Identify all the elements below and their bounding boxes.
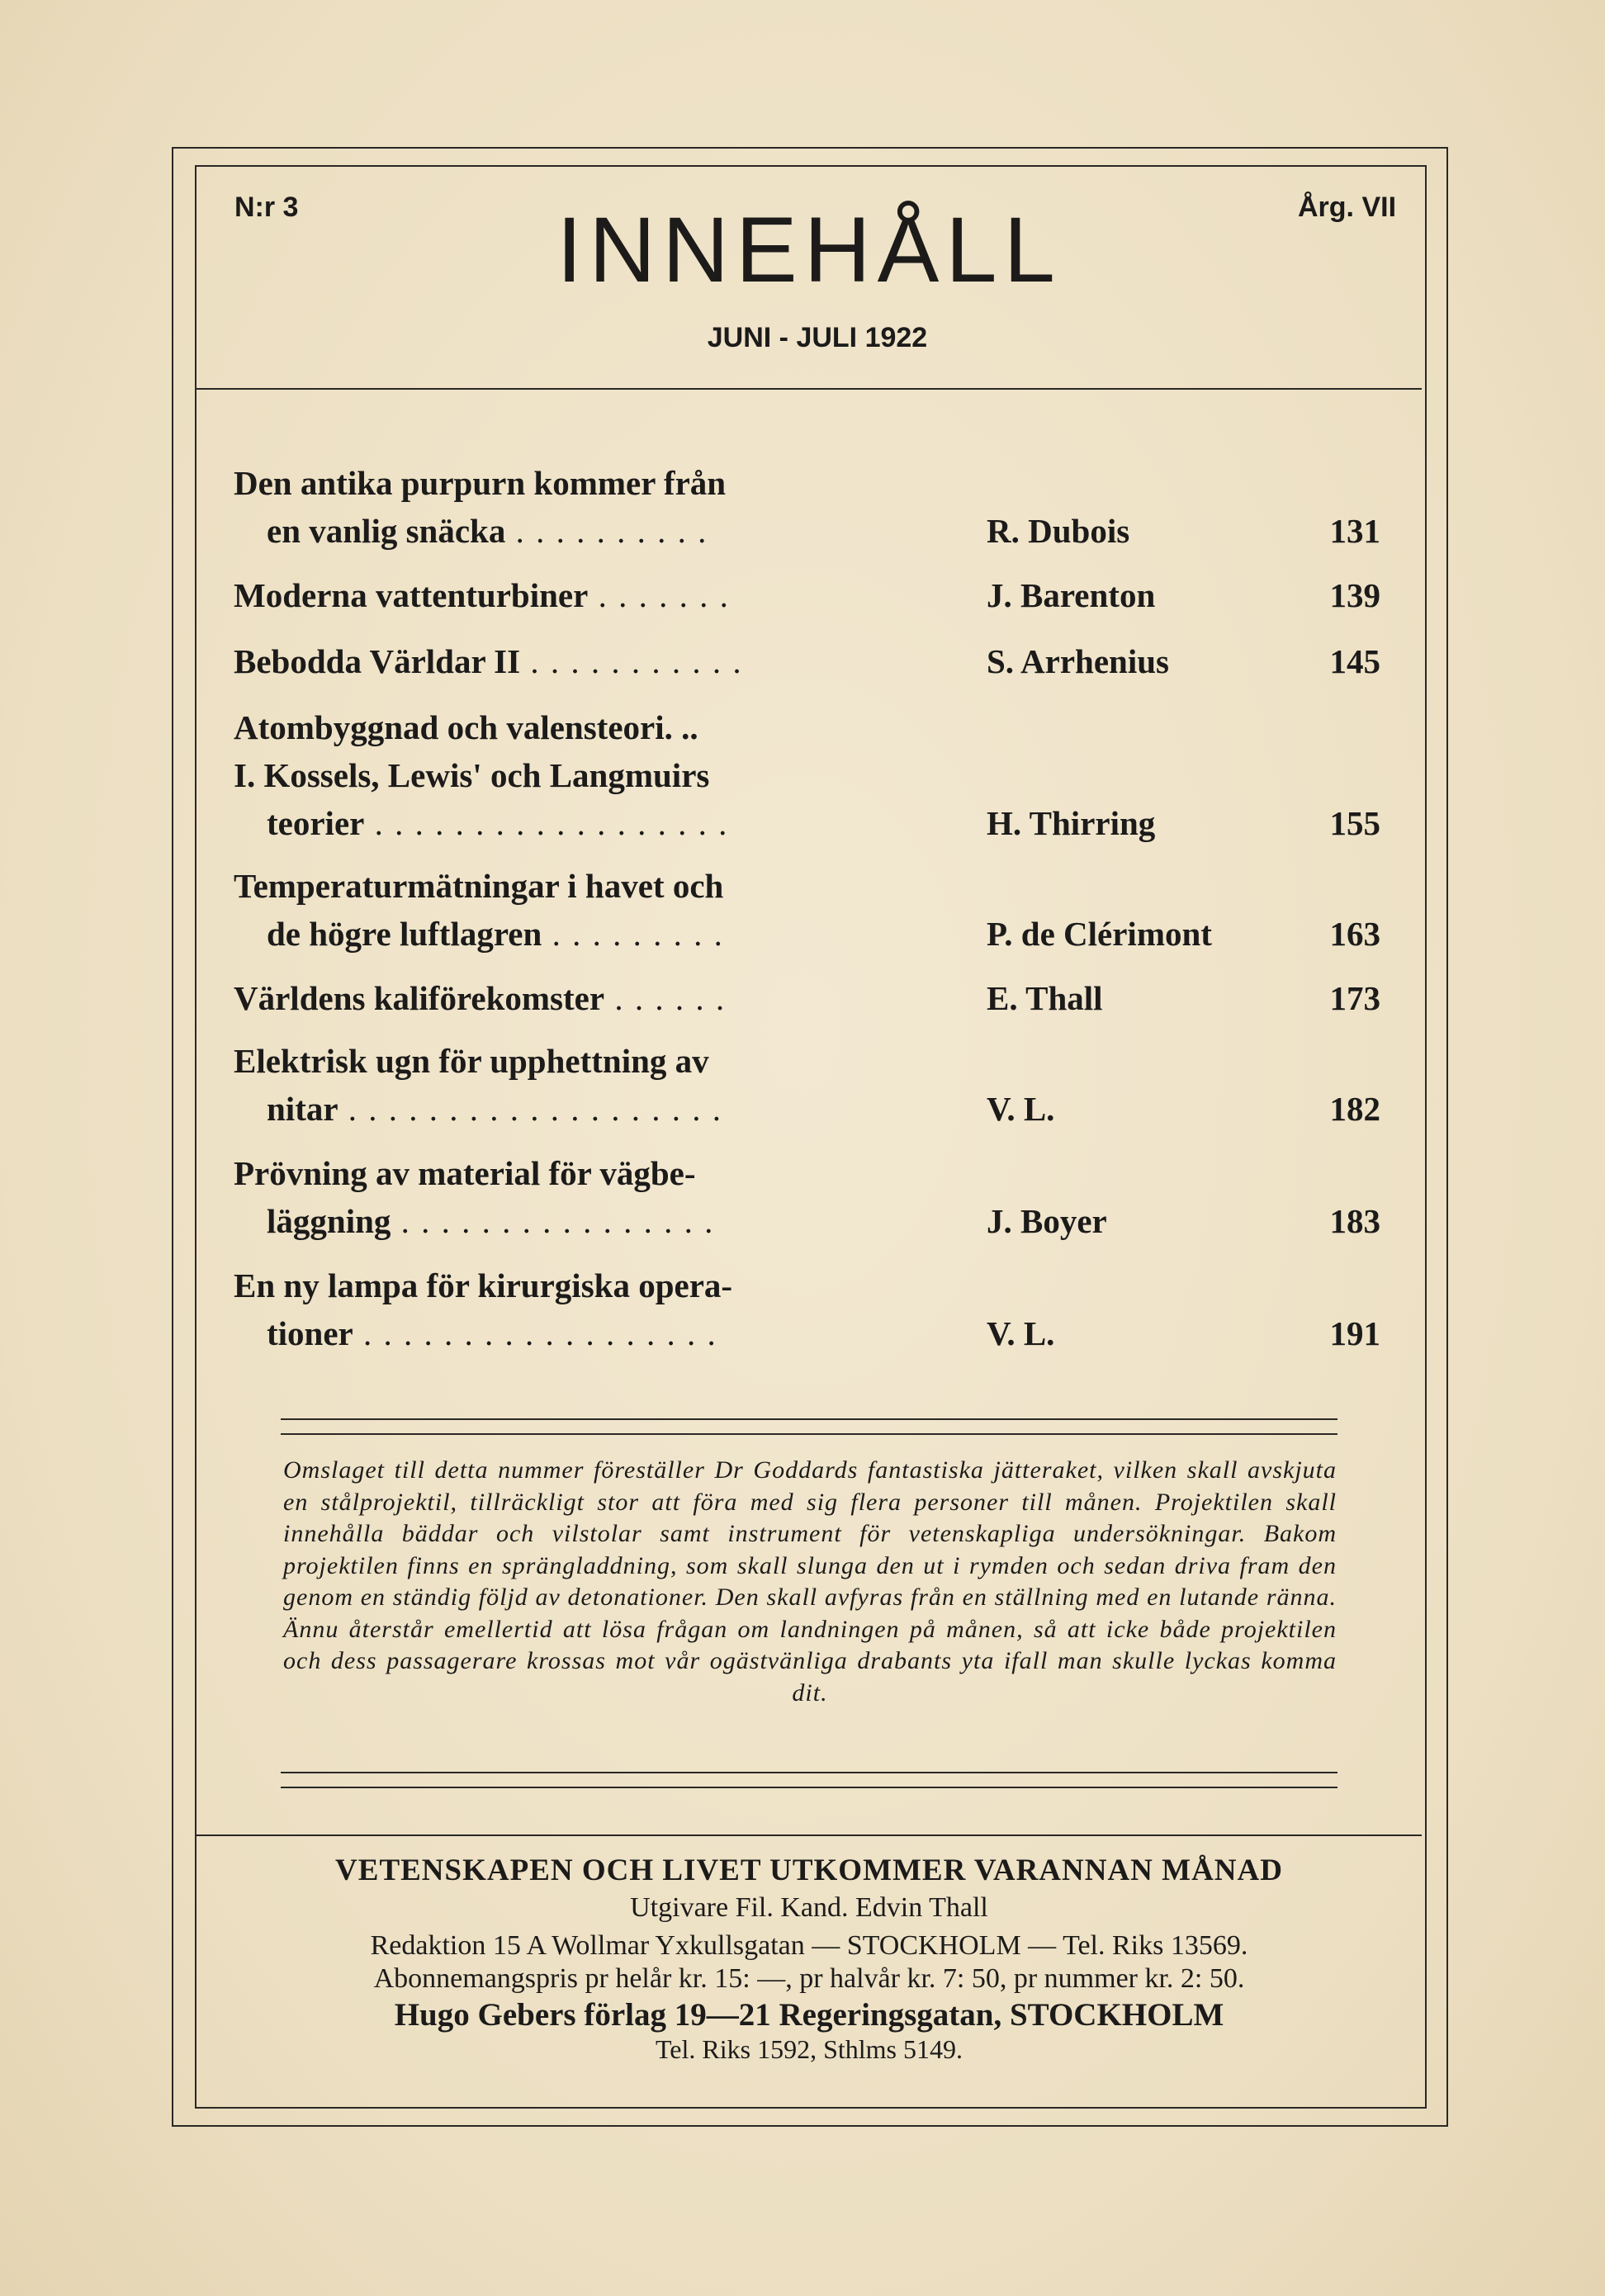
toc-entry-page: 191 — [1329, 1314, 1380, 1352]
toc-entry-title: Elektrisk ugn för upphettning av nitar . . . . . . . . . . . . . . . . . . . — [234, 1042, 723, 1128]
volume-label: Årg. VII — [1298, 192, 1397, 223]
note-rule-top-1 — [281, 1418, 1338, 1420]
publisher-line: Utgivare Fil. Kand. Edvin Thall — [630, 1892, 988, 1923]
toc-entry-author: J. Barenton — [987, 576, 1156, 614]
note-rule-bottom-1 — [281, 1772, 1338, 1773]
toc-entry-author: V. L. — [987, 1090, 1055, 1128]
toc-entry-author: J. Boyer — [987, 1202, 1107, 1240]
toc-entry-author: V. L. — [987, 1314, 1055, 1352]
toc-entry-author: P. de Clérimont — [987, 915, 1212, 953]
publisher-name: Hugo Gebers förlag 19—21 Regeringsgatan, STOCKHOLM — [394, 1997, 1224, 2033]
toc-entry-page: 173 — [1329, 979, 1380, 1017]
toc-entry-title: Bebodda Världar II . . . . . . . . . . . — [234, 642, 743, 680]
toc-entry-page: 145 — [1329, 642, 1380, 680]
toc-entry-title: Den antika purpurn kommer från en vanlig snäcka . . . . . . . . . . — [234, 464, 727, 550]
footer-divider — [196, 1834, 1422, 1836]
toc-entry-author: S. Arrhenius — [987, 642, 1169, 680]
toc-entry-author: E. Thall — [987, 979, 1103, 1017]
toc-entry-title: Temperaturmätningar i havet och de högre luftlagren . . . . . . . . . — [234, 867, 724, 953]
note-rule-bottom-2 — [281, 1787, 1338, 1788]
issue-number: N:r 3 — [234, 192, 299, 223]
toc-entry-page: 131 — [1329, 512, 1380, 550]
toc-entry-page: 163 — [1329, 915, 1380, 953]
cover-note: Omslaget till detta nummer föreställer Dr Goddards fantastiska jätteraket, vilken skall avskjuta en stålprojektil, tillräckligt stor att föra med sig flera personer till månen. Projektilen skall innehålla bäddar och vilstolar samt instrument för vetenskapliga undersökningar. Bakom projektilen finns en sprängladdning, som skall slunga den ut i rymden och sedan driva fram den genom en ständig följd av detonationer. Den skall avfyras från en ställning med en lutande ränna. Ännu återstår emellertid att lösa frågan om landningen på månen, så att icke både projektilen och dess passagerare krossas mot vår ogästvänliga drabants yta ifall man skulle lyckas komma dit. — [283, 1456, 1337, 1707]
issue-date: JUNI - JULI 1922 — [707, 322, 928, 353]
inner-frame — [195, 165, 1427, 2109]
editorial-address: Redaktion 15 A Wollmar Yxkullsgatan — STOCKHOLM — Tel. Riks 13569. — [370, 1930, 1248, 1961]
toc-entry-page: 182 — [1329, 1090, 1380, 1128]
toc-entry-page: 139 — [1329, 576, 1380, 614]
toc-entry-author: R. Dubois — [987, 512, 1130, 550]
toc-entry-title: Atombyggnad och valensteori. .. I. Kossels, Lewis' och Langmuirs teorier . . . . . . . . . . . . . . . . . . — [234, 708, 729, 842]
toc-entry-page: 183 — [1329, 1202, 1380, 1240]
toc-entry-page: 155 — [1329, 804, 1380, 842]
toc-entry-title: Prövning av material för vägbe- läggning . . . . . . . . . . . . . . . . — [234, 1154, 715, 1240]
toc-entry-title: Världens kaliförekomster . . . . . . — [234, 979, 727, 1017]
page-title: INNEHÅLL — [556, 198, 1062, 301]
publication-notice: VETENSKAPEN OCH LIVET UTKOMMER VARANNAN MÅNAD — [335, 1853, 1283, 1887]
toc-entry-author: H. Thirring — [987, 804, 1156, 842]
toc-entry-title: Moderna vattenturbiner . . . . . . . — [234, 576, 730, 614]
toc-entry-title: En ny lampa för kirurgiska opera- tioner . . . . . . . . . . . . . . . . . . — [234, 1266, 733, 1352]
header-divider — [196, 388, 1422, 390]
subscription-prices: Abonnemangspris pr helår kr. 15: —, pr halvår kr. 7: 50, pr nummer kr. 2: 50. — [373, 1963, 1245, 1994]
note-rule-top-2 — [281, 1433, 1338, 1435]
publisher-phone: Tel. Riks 1592, Sthlms 5149. — [655, 2034, 963, 2064]
